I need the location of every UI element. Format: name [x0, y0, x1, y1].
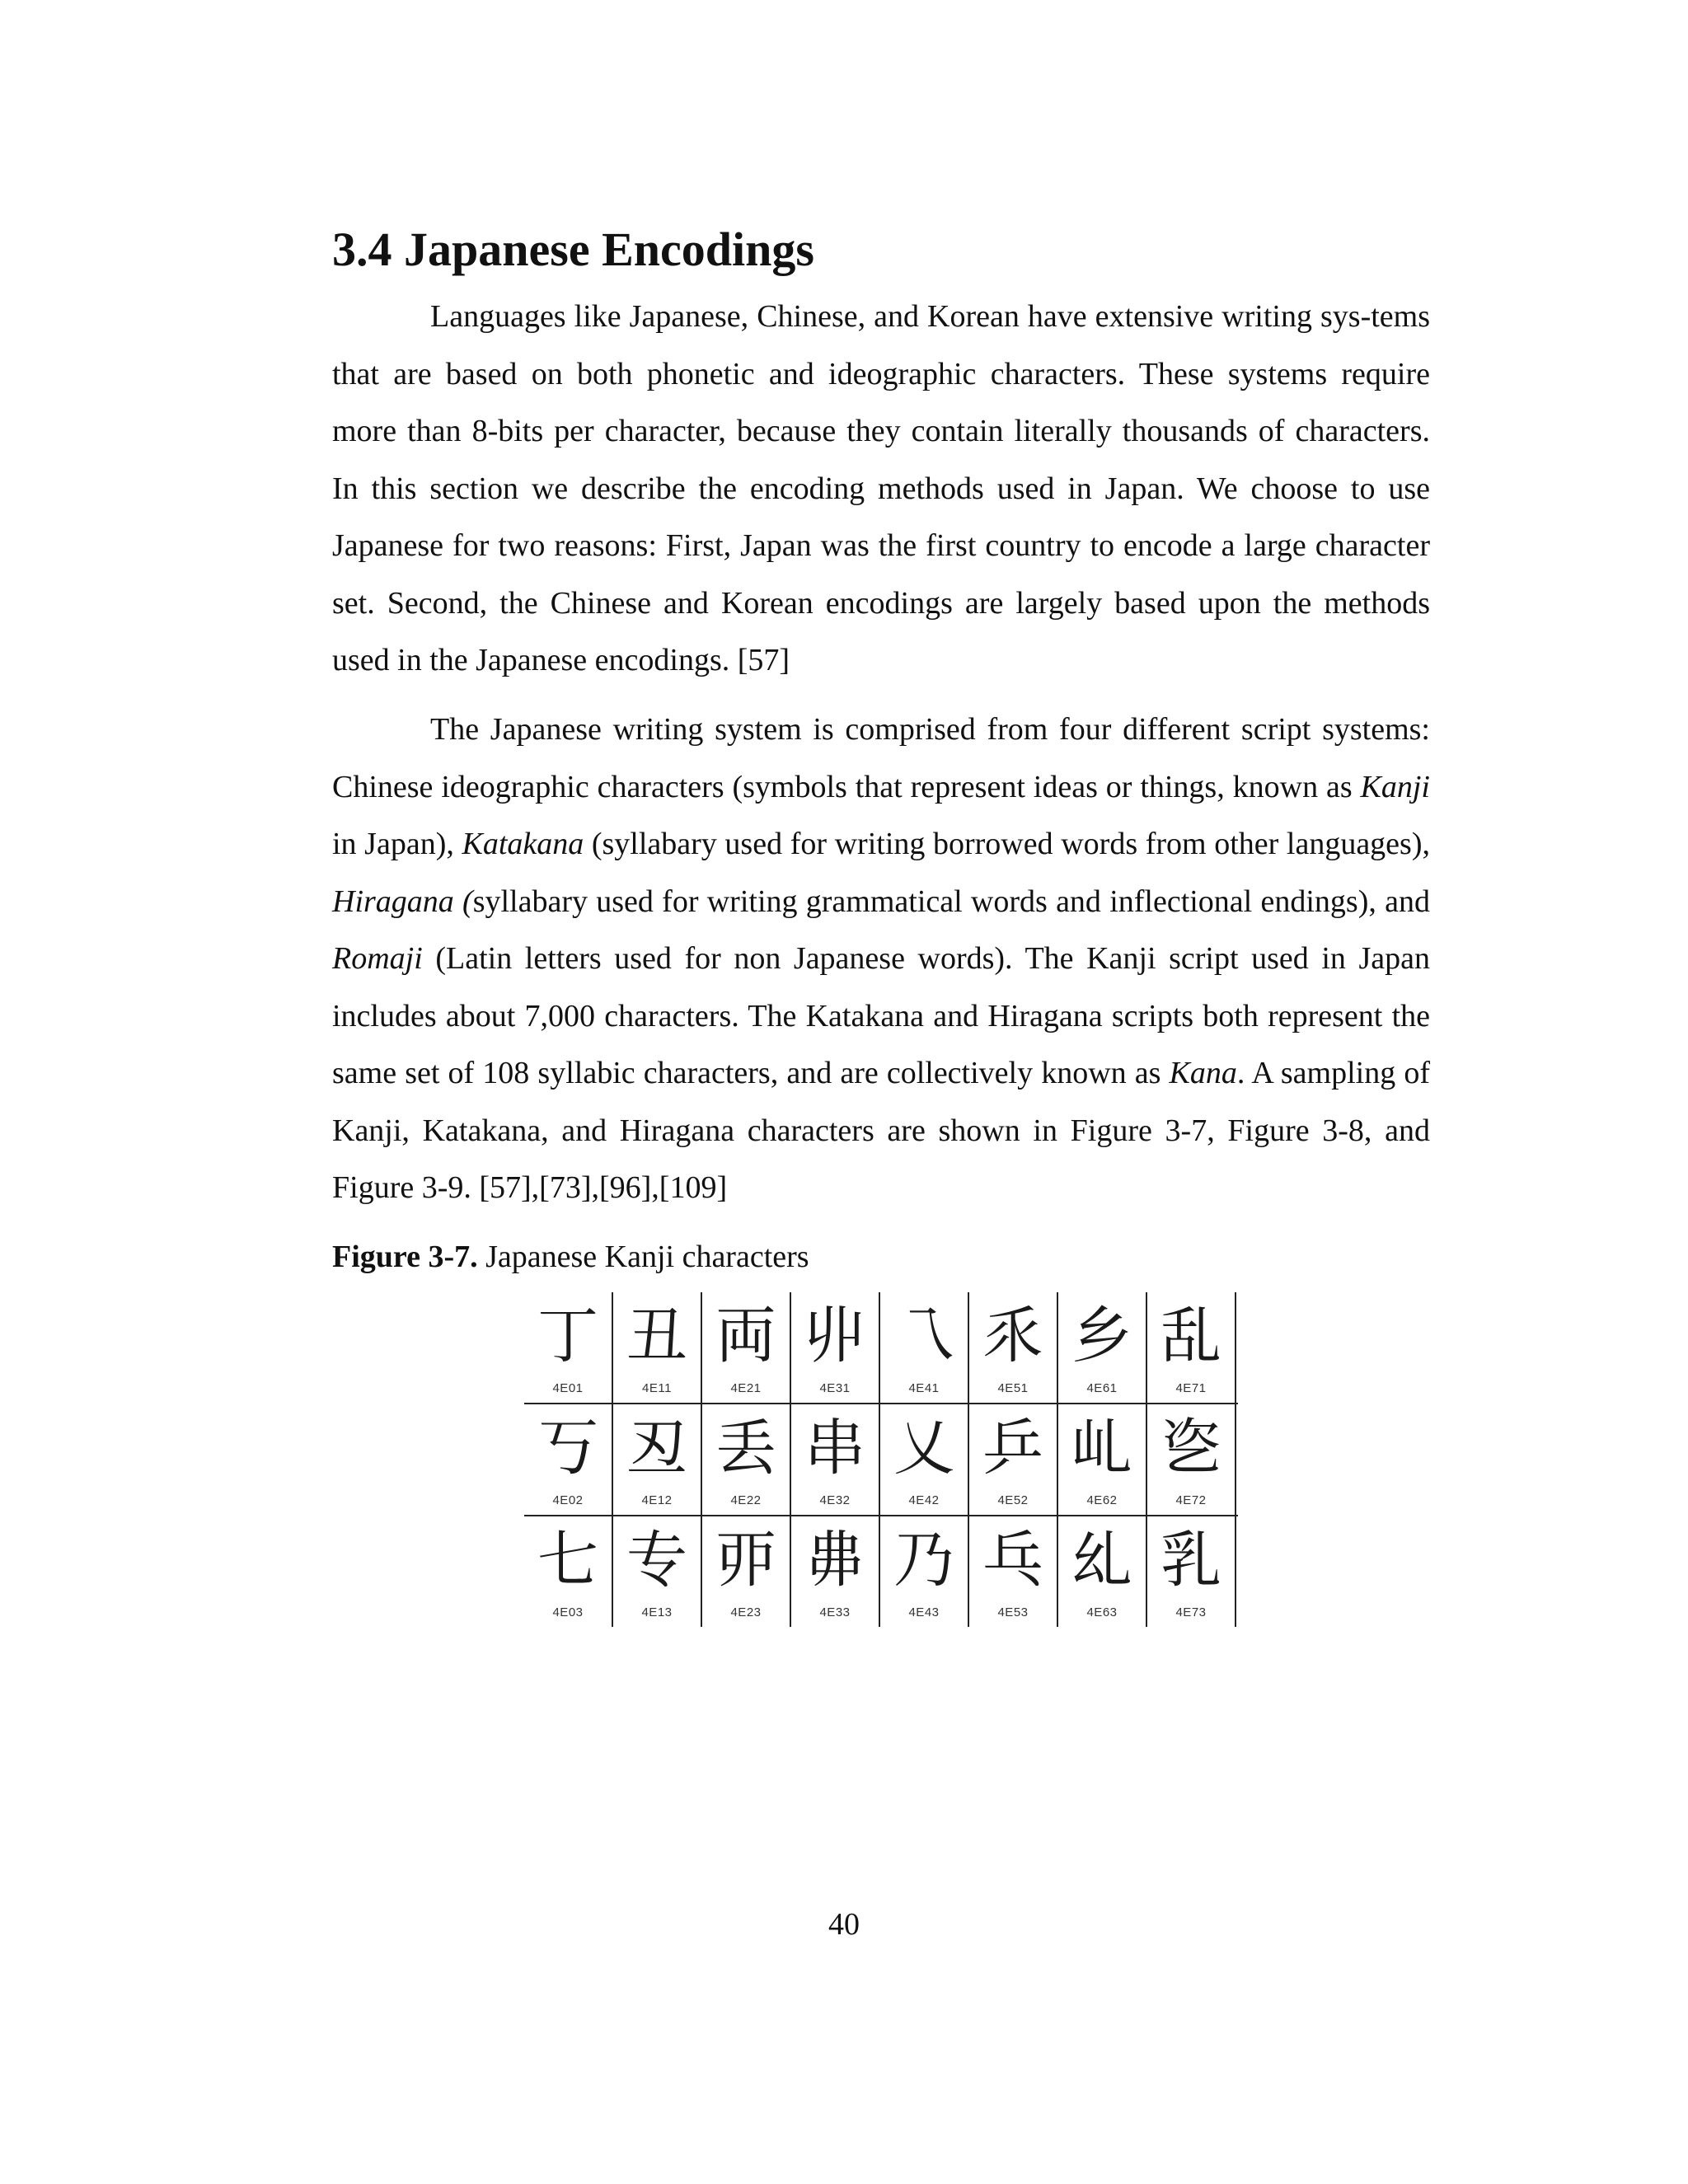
figure-caption: [332, 1236, 809, 1277]
kanji-cell: [791, 1516, 879, 1628]
unicode-codepoint: 4E63: [1086, 1605, 1118, 1619]
term-romaji: Romaji: [332, 941, 423, 976]
paragraph-text: The Japanese writing system is comprised from four different script systems: Chinese ideographic characters (symbols that represent ideas or things, known as: [332, 712, 1430, 804]
kanji-cell: [1147, 1292, 1235, 1404]
term-katakana: Katakana: [462, 827, 584, 861]
kanji-glyph: 丢: [715, 1413, 776, 1483]
unicode-codepoint: 4E41: [908, 1381, 940, 1395]
kanji-glyph: 丂: [537, 1413, 598, 1483]
unicode-codepoint: 4E42: [908, 1493, 940, 1507]
paragraph-text: . A sampling of Kanji, Katakana, and Hiragana characters are shown in Figure 3-7, Figure 3-8, and Figure 3-9. [57],[73],[96],[109]: [332, 1056, 1430, 1205]
kanji-glyph: 丁: [537, 1301, 598, 1371]
figure-label: Figure 3-7.: [332, 1240, 478, 1274]
unicode-codepoint: 4E32: [819, 1493, 851, 1507]
kanji-cell: [1058, 1404, 1146, 1516]
kanji-glyph: 両: [715, 1301, 776, 1371]
kanji-cell: [702, 1516, 790, 1628]
kanji-cell: [880, 1292, 968, 1404]
kanji-cell: [1058, 1292, 1146, 1404]
kanji-glyph: 乲: [1160, 1413, 1221, 1483]
term-kanji: Kanji: [1360, 769, 1430, 804]
kanji-cell: [524, 1292, 612, 1404]
kanji-figure-grid: [524, 1292, 1238, 1627]
unicode-codepoint: 4E22: [730, 1493, 762, 1507]
unicode-codepoint: 4E23: [730, 1605, 762, 1619]
unicode-codepoint: 4E03: [552, 1605, 584, 1619]
kanji-glyph: 乃: [893, 1525, 954, 1596]
paragraph-text: (syllabary used for writing borrowed words from other languages),: [584, 827, 1430, 861]
kanji-glyph: 乢: [1071, 1413, 1132, 1483]
unicode-codepoint: 4E51: [997, 1381, 1029, 1395]
kanji-glyph: 专: [626, 1525, 687, 1596]
kanji-cell: [880, 1516, 968, 1628]
kanji-cell: [969, 1292, 1057, 1404]
kanji-glyph: 丒: [626, 1413, 687, 1483]
unicode-codepoint: 4E53: [997, 1605, 1029, 1619]
kanji-cell: [969, 1404, 1057, 1516]
kanji-glyph: 乁: [893, 1301, 954, 1371]
kanji-glyph: 七: [537, 1525, 598, 1596]
unicode-codepoint: 4E72: [1175, 1493, 1207, 1507]
kanji-glyph: 乂: [893, 1413, 954, 1483]
figure-caption-text: Japanese Kanji characters: [477, 1240, 809, 1274]
kanji-cell: [524, 1404, 612, 1516]
kanji-glyph: 丳: [804, 1525, 865, 1596]
kanji-glyph: 乓: [982, 1525, 1043, 1596]
kanji-cell: [880, 1404, 968, 1516]
unicode-codepoint: 4E01: [552, 1381, 584, 1395]
kanji-glyph: 丣: [715, 1525, 776, 1596]
kanji-cell: [702, 1292, 790, 1404]
paragraph-writing-system: [332, 701, 1430, 1217]
page-number: 40: [828, 1907, 860, 1942]
kanji-glyph: 乒: [982, 1413, 1043, 1483]
section-heading: 3.4 Japanese Encodings: [332, 223, 814, 276]
kanji-glyph: 乑: [982, 1301, 1043, 1371]
unicode-codepoint: 4E43: [908, 1605, 940, 1619]
kanji-glyph: 乳: [1160, 1525, 1221, 1596]
unicode-codepoint: 4E13: [641, 1605, 673, 1619]
paragraph-text: in Japan),: [332, 827, 462, 861]
kanji-row: [524, 1404, 1238, 1516]
kanji-cell: [613, 1292, 701, 1404]
kanji-cell: [613, 1516, 701, 1628]
kanji-glyph: 串: [804, 1413, 865, 1483]
paragraph-text: syllabary used for writing grammatical words and inflectional endings), and: [472, 883, 1430, 919]
unicode-codepoint: 4E62: [1086, 1493, 1118, 1507]
kanji-cell: [613, 1404, 701, 1516]
unicode-codepoint: 4E11: [642, 1381, 672, 1395]
paragraph-text: (Latin letters used for non Japanese words). The Kanji script used in Japan includes about 7,000 characters. The Katakana and Hiragana scripts both represent the same set of 108 syllabic characters, and are collectively known as: [332, 941, 1430, 1090]
kanji-glyph: 乣: [1071, 1525, 1132, 1596]
kanji-cell: [702, 1404, 790, 1516]
unicode-codepoint: 4E21: [730, 1381, 762, 1395]
unicode-codepoint: 4E52: [997, 1493, 1029, 1507]
unicode-codepoint: 4E12: [641, 1493, 673, 1507]
unicode-codepoint: 4E71: [1175, 1381, 1207, 1395]
kanji-cell: [1147, 1404, 1235, 1516]
kanji-row: [524, 1516, 1238, 1628]
kanji-cell: [1058, 1516, 1146, 1628]
kanji-cell: [791, 1404, 879, 1516]
unicode-codepoint: 4E73: [1175, 1605, 1207, 1619]
kanji-glyph: 乱: [1160, 1301, 1221, 1371]
kanji-row: [524, 1292, 1238, 1404]
kanji-glyph: 丱: [804, 1301, 865, 1371]
unicode-codepoint: 4E31: [819, 1381, 851, 1395]
kanji-cell: [1147, 1516, 1235, 1628]
term-kana: Kana: [1169, 1056, 1237, 1090]
unicode-codepoint: 4E33: [819, 1605, 851, 1619]
paragraph-intro: Languages like Japanese, Chinese, and Korean have extensive writing sys-tems that are based on both phonetic and ideographic characters. These systems require more than 8-bits per character, because they contain literally thousands of characters. In this section we describe the encoding methods used in Japan. We choose to use Japanese for two reasons: First, Japan was the first country to encode a large character set. Second, the Chinese and Korean encodings are largely based upon the methods used in the Japanese encodings. [57]: [332, 299, 1430, 677]
unicode-codepoint: 4E61: [1086, 1381, 1118, 1395]
kanji-cell: [791, 1292, 879, 1404]
kanji-cell: [524, 1516, 612, 1628]
kanji-glyph: 乡: [1071, 1301, 1132, 1371]
unicode-codepoint: 4E02: [552, 1493, 584, 1507]
term-hiragana: Hiragana (: [332, 883, 473, 919]
kanji-cell: [969, 1516, 1057, 1628]
kanji-glyph: 丑: [626, 1301, 687, 1371]
